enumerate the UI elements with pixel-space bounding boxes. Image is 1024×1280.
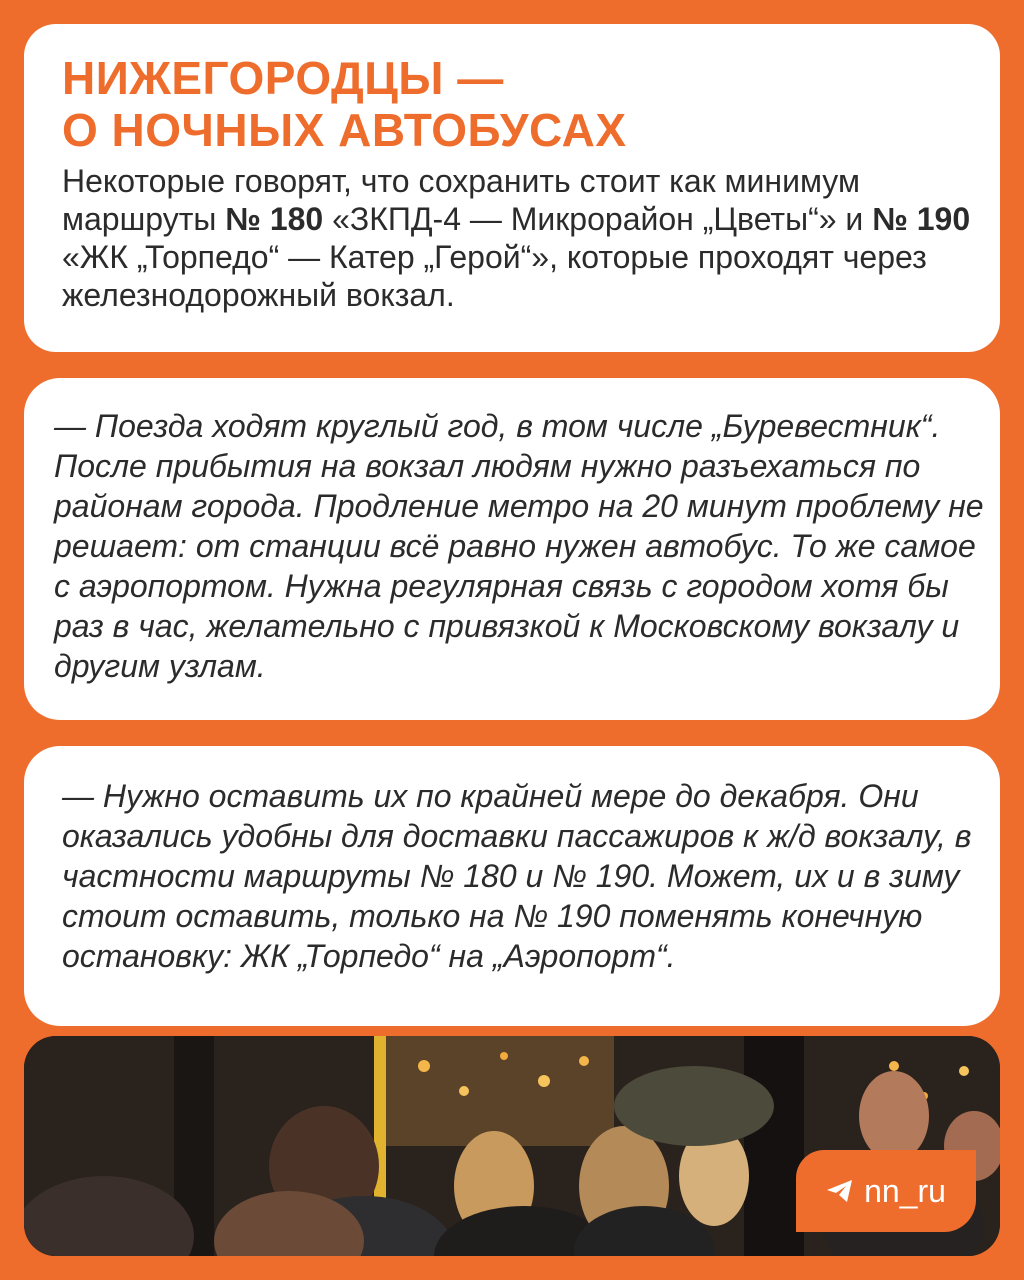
route-180-label: № 180 xyxy=(225,201,324,237)
route-190-label: № 190 xyxy=(872,201,971,237)
channel-handle: nn_ru xyxy=(864,1172,946,1209)
headline-line-1: НИЖЕГОРОДЦЫ — xyxy=(62,52,504,104)
headline xyxy=(62,52,1000,156)
quote-card-1 xyxy=(24,378,1000,720)
headline-line-2: О НОЧНЫХ АВТОБУСАХ xyxy=(62,104,627,156)
telegram-badge[interactable] xyxy=(796,1150,976,1232)
intro-text-part-1: Некоторые говорят, что сохранить стоит как минимум маршруты xyxy=(62,163,860,237)
intro-text-part-2: «ЗКПД-4 — Микрорайон „Цветы“» и xyxy=(323,201,873,237)
intro-text-part-3: «ЖК „Торпедо“ — Катер „Герой“», которые проходят через железнодорожный вокзал. xyxy=(62,239,927,313)
quote-text-2: — Нужно оставить их по крайней мере до декабря. Они оказались удобны для доставки пассажиров к ж/д вокзалу, в частности маршруты № 180 и № 190. Может, их и в зиму стоит оставить, только на № 190 поменять конечную остановку: ЖК „Торпедо“ на „Аэропорт“. xyxy=(62,778,972,974)
quote-text-1: — Поезда ходят круглый год, в том числе „Буревестник“. После прибытия на вокзал людям нужно разъехаться по районам города. Продление метро на 20 минут проблему не решает: от станции всё равно нужен автобус. То же самое с аэропортом. Нужна регулярная связь с городом хотя бы раз в час, желательно с привязкой к Московскому вокзалу и другим узлам. xyxy=(54,408,984,684)
quote-card-2 xyxy=(24,746,1000,1026)
telegram-icon xyxy=(826,1179,854,1203)
intro-text xyxy=(62,162,1000,314)
intro-card xyxy=(24,24,1000,352)
bus-passengers-photo xyxy=(24,1036,1000,1256)
